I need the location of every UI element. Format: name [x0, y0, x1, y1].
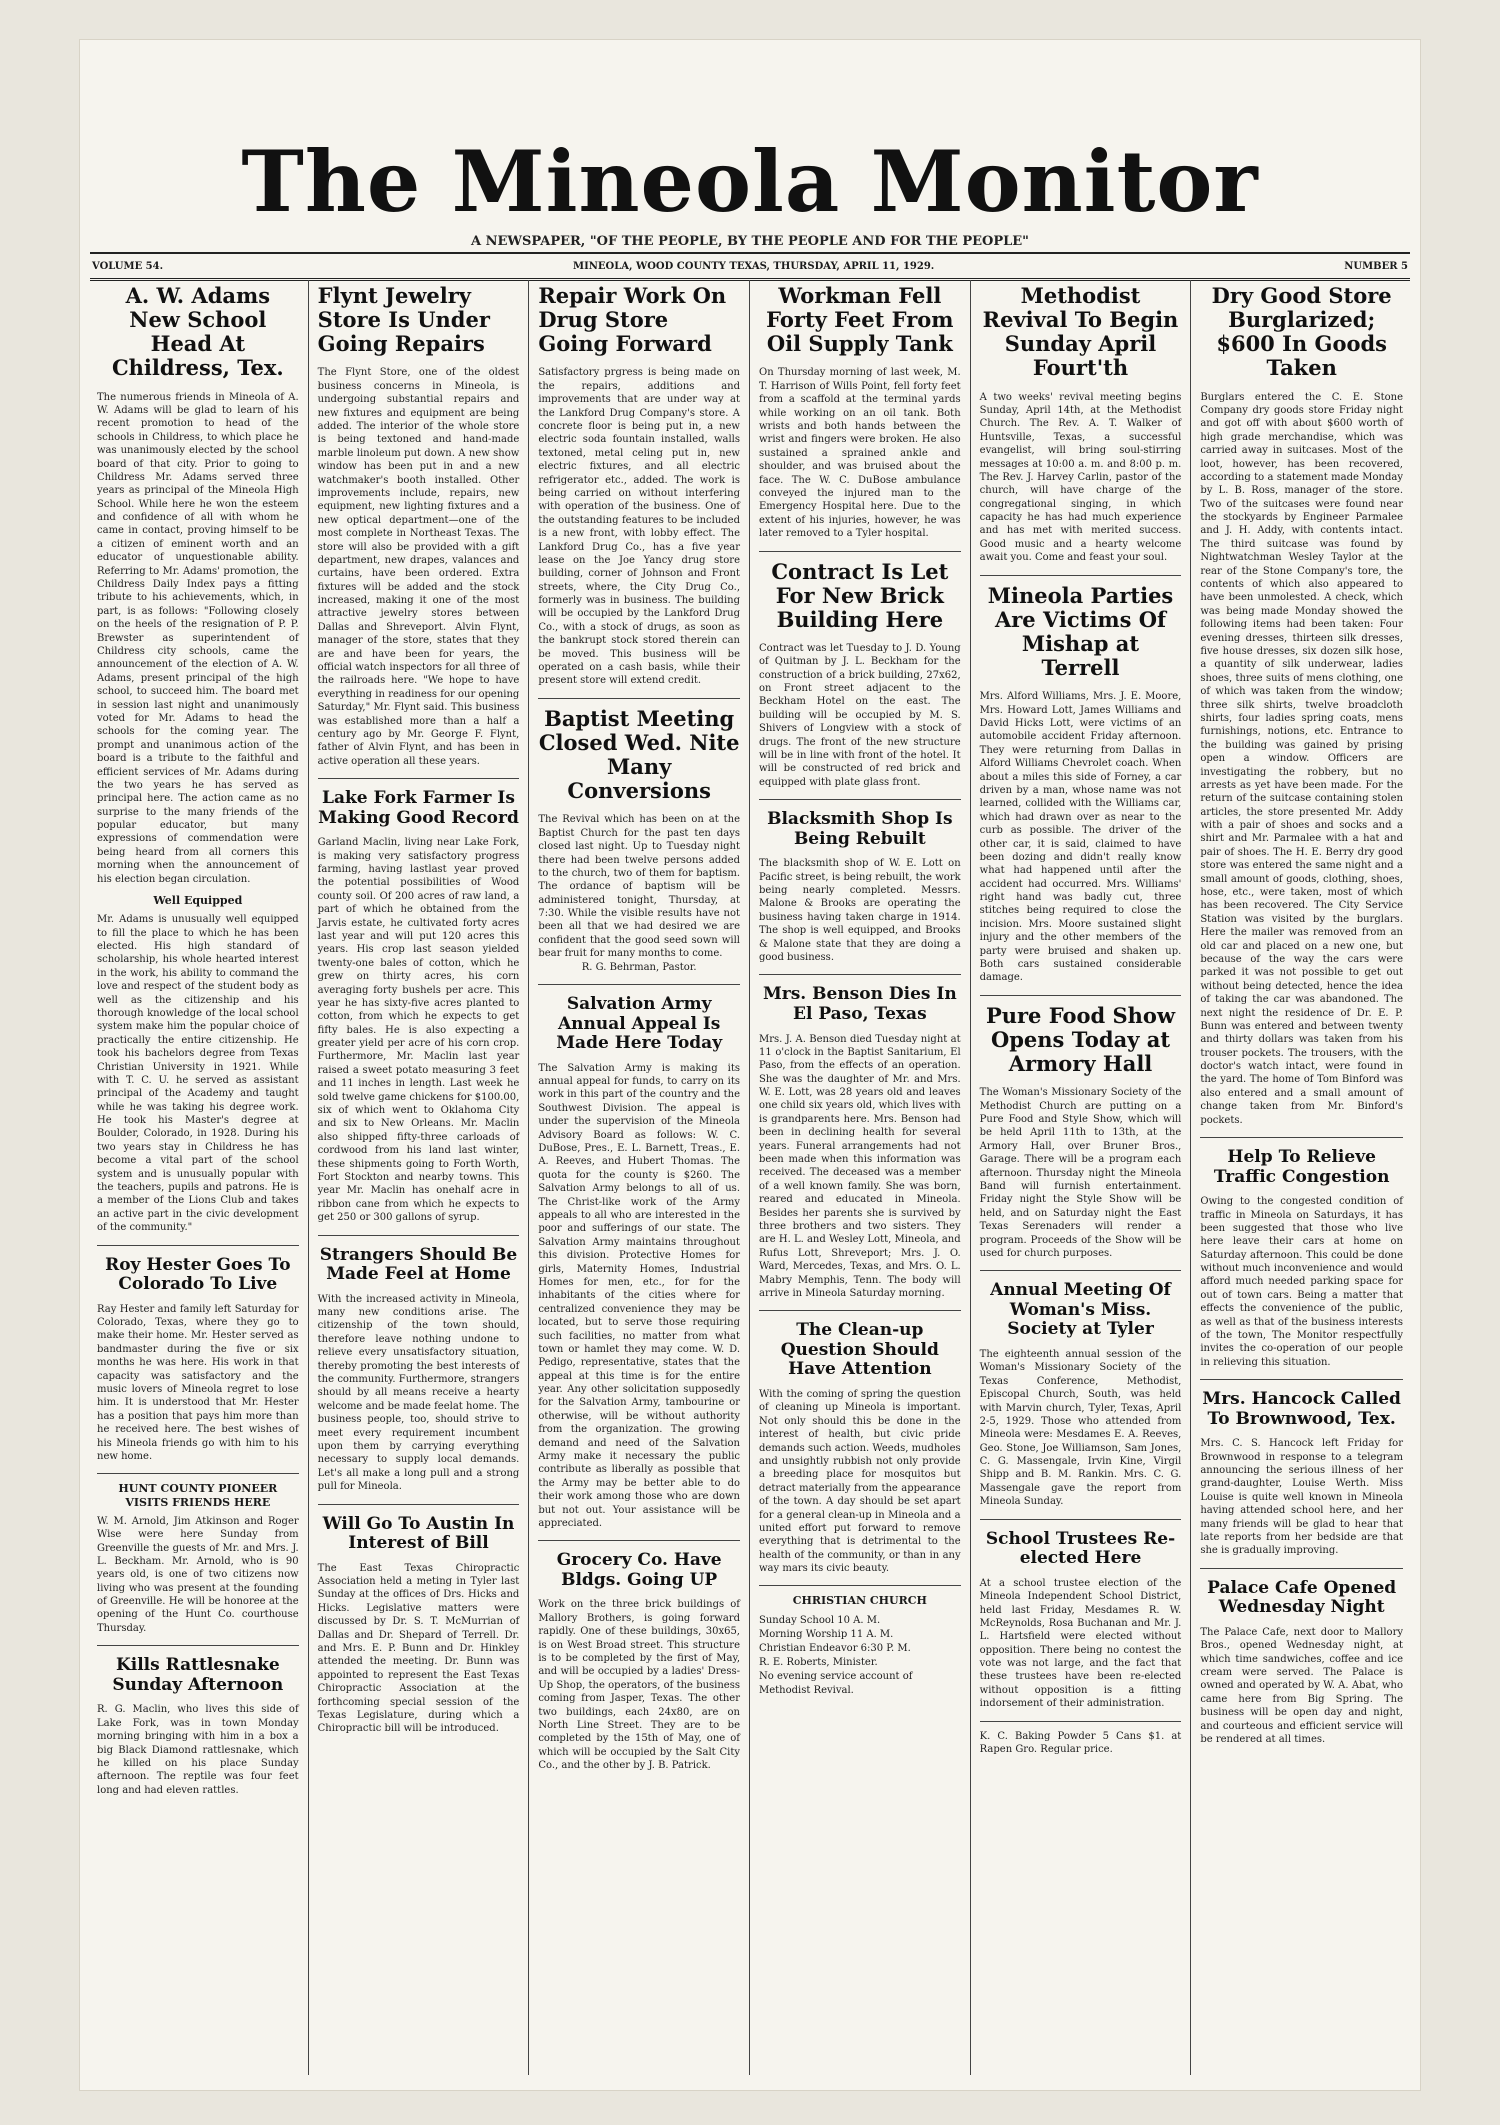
article-body: The East Texas Chiropractic Association held a meting in Tyler last Sunday at the offices of Drs. Hicks and Hicks. Legislative matters were discussed by Dr. S. T. McMurrian of Dallas and Dr. Shepard of Terrell. Dr. and Mrs. E. P. Bunn and Dr. Hinkley attended the meeting. Dr. Bunn was appointed to represent the East Texas Chiropractic Association at the forthcoming special session of the Texas Legislature, during which a Chiropractic bill will be introduced. — [317, 1562, 520, 1735]
column-rule — [318, 1235, 520, 1236]
article-baptist — [538, 707, 740, 974]
issue-number-label: NUMBER 5 — [1344, 260, 1408, 272]
article-pure-food — [980, 1004, 1182, 1261]
column-1 — [88, 280, 309, 2075]
headline: Blacksmith Shop Is Being Rebuilt — [767, 809, 953, 849]
headline: Contract Is Let For New Brick Building Here — [771, 558, 949, 632]
article-body: Owing to the congested condition of traffic in Mineola on Saturdays, it has been suggested that those who live here leave their cars at home on Saturday afternoon. This could be done without much inconvenience and would afford much needed parking space for out of town cars. Being a matter that effects the convenience of the public, as well as that of the business interests of the town, The Monitor respectfully invites the co-operation of our people in relieving this situation. — [1200, 1196, 1403, 1368]
headline: Methodist Revival To Begin Sunday April Fourt'th — [982, 283, 1179, 381]
article-contract — [759, 560, 961, 790]
article-trustees — [980, 1530, 1182, 1711]
article-body: The Palace Cafe, next door to Mallory Bros., opened Wednesday night, at which time sandwiches, coffee and ice cream were served. The Palace is owned and operated by W. A. Abat, who came here from Big Spring. The business will be open day and night, and courteous and efficient service will be rendered at all times. — [1200, 1626, 1403, 1746]
article-lake-fork — [318, 789, 520, 1224]
newspaper-page — [80, 40, 1420, 2090]
schedule-line: R. E. Roberts, Minister. — [759, 1656, 878, 1668]
headline: Strangers Should Be Made Feel at Home — [319, 1244, 518, 1285]
headline: Salvation Army Annual Appeal Is Made Here Today — [556, 994, 723, 1054]
article-body: The Revival which has been on at the Baptist Church for the past ten days closed last night. Up to Tuesday night there had been twelve persons added to the church, two of them for baptism. The ordance of baptism will be administered tonight, Thursday, at 7:30. While the visible results have not been all that we had desired we are confident that the good seed sown will bear fruit for many months to come. — [538, 814, 740, 960]
schedule-line: Christian Endeavor 6:30 P. M. — [759, 1642, 911, 1654]
headline: Palace Cafe Opened Wednesday Night — [1207, 1577, 1397, 1618]
article-salvation-army — [538, 995, 740, 1530]
article-grocery — [538, 1551, 740, 1772]
dateline — [90, 252, 1410, 281]
place-date-label: MINEOLA, WOOD COUNTY TEXAS, THURSDAY, APRIL 11, 1929. — [573, 260, 935, 272]
column-rule — [759, 974, 961, 975]
column-rule — [980, 1270, 1182, 1271]
article-signature: R. G. Behrman, Pastor. — [581, 961, 697, 973]
headline: Dry Good Store Burglarized; $600 In Goods Taken — [1211, 283, 1392, 381]
article-body: The Flynt Store, one of the oldest business concerns in Mineola, is undergoing substantial repairs and new fixtures and equipment are being added. The interior of the whole store is being textoned and hand-made marble linoleum put down. A new show window has been put in and a new watchmaker's booth installed. Other improvements include, repairs, new equipment, new lighting fixtures and a new optical department—one of the most complete in Northeast Texas. The store will also be provided with a gift department, new drapes, valances and curtains, have been ordered. Extra fixtures will be added and the stock increased, making it one of the most attractive jewelry stores between Dallas and Shreveport. Alvin Flynt, manager of the store, states that they are and have been for years, the official watch inspectors for all three of the railroads here. "We hope to have everything in readiness for our opening Saturday," Mr. Flynt said. This business was established more than a half a century ago by Mr. George F. Flynt, father of Alvin Flynt, and has been in active operation all these years. — [317, 367, 520, 767]
article-body: Mrs. C. S. Hancock left Friday for Brownwood in response to a telegram announcing the serious illness of her grand-daughter, Louise Werth. Miss Louise is quite well known in Mineola having attended school here, and her many friends will be glad to hear that late reports from her bedside are that she is gradually improving. — [1200, 1438, 1403, 1557]
headline: Lake Fork Farmer Is Making Good Record — [318, 788, 519, 828]
schedule-line: Sunday School 10 A. M. — [759, 1614, 881, 1626]
schedule-line: Morning Worship 11 A. M. — [759, 1628, 894, 1640]
column-rule — [97, 1245, 299, 1246]
headline: Mrs. Hancock Called To Brownwood, Tex. — [1202, 1389, 1401, 1429]
article-body: With the coming of spring the question of cleaning up Mineola is important. Not only should this be done in the interest of health, but civic pride demands such action. Weeds, mudholes and unsightly rubbish not only provide a breeding place for mosquitos but detract materially from the appearance of the town. A day should be set apart for a general clean-up in Mineola and a united effort put forward to remove everything that is detrimental to the health of the community, or than in any way mars its civic beauty. — [759, 1388, 961, 1575]
church-schedule — [759, 1614, 961, 1698]
column-rule — [97, 1473, 299, 1474]
column-3 — [529, 280, 750, 2075]
article-body: The Woman's Missionary Society of the Methodist Church are putting on a Pure Food and Style Show, which will be held April 11th to 13th, at the Armory Hall, over Bruner Bros., Garage. There will be a program each afternoon. Thursday night the Mineola Band will furnish entertainment. Friday night the Style Show will be held, and on Saturday night the East Texas Serenaders will render a program. Proceeds of the Show will be used for church purposes. — [979, 1087, 1182, 1259]
article-clean-up — [759, 1321, 961, 1575]
volume-label: VOLUME 54. — [92, 260, 164, 272]
column-rule — [538, 698, 740, 699]
article-missionary-society — [980, 1281, 1182, 1508]
article-palace-cafe — [1200, 1579, 1403, 1747]
article-strangers — [318, 1246, 520, 1494]
article-body: A two weeks' revival meeting begins Sunday, April 14th, at the Methodist Church. The Rev. A. T. Walker of Huntsville, Texas, a successful evangelist, will bring soul-stirring messages at 10:00 a. m. and 8:00 p. m. The Rev. J. Harvey Carlin, pastor of the church, will have charge of the congregational singing, in which capacity he has had much experience and has met with merited success. Good music and a hearty welcome await you. Come and feast your soul. — [979, 391, 1182, 564]
article-terrell-mishap — [980, 584, 1182, 985]
column-rule — [759, 799, 961, 800]
column-4 — [750, 280, 971, 2075]
newspaper-title: The Mineola Monitor — [241, 132, 1259, 231]
article-methodist — [980, 284, 1182, 565]
headline: Mrs. Benson Dies In El Paso, Texas — [762, 984, 957, 1024]
schedule-line: No evening service account of Methodist Revival. — [759, 1670, 913, 1696]
headline: A. W. Adams New School Head At Childress, Tex. — [111, 283, 284, 381]
article-body: Satisfactory prgress is being made on the repairs, additions and improvements that are under way at the Lankford Drug Company's store. A concrete floor is being put in, a new electric soda fountain installed, walls textoned, metal celing put in, new electric fixtures, and all electric refrigerator etc., added. The work is being carried on without interfering with operation of the business. One of the outstanding features to be included is a new front, with lobby effect. The Lankford Drug Co., has a five year lease on the Joe Yancy drug store building, corner of Johnson and Front streets, where, the City Drug Co., formerly was in business. The building will be occupied by the Lankford Drug Co., with a stock of drugs, as soon as the bankrupt stock stored therein can be moved. This business will be operated on a cash basis, while their present store will extend credit. — [538, 367, 740, 687]
article-body: Mrs. J. A. Benson died Tuesday night at 11 o'clock in the Baptist Sanitarium, El Paso, from the effects of an operation. She was the daughter of Mr. and Mrs. W. E. Lott, was 28 years old and leaves one child six years old, which lives with is grandparents here. Mrs. Benson had been in declining health for several years. Funeral arrangements had not been made when this information was received. The deceased was a member of a well known family. She was born, reared and educated in Mineola. Besides her parents she is survived by three brothers and two sisters. They are H. L. and Wesley Lott, Mineola, and Rufus Lott, Shreveport; Mrs. J. O. Ward, Mercedes, Texas, and Mrs. O. L. Mabry Memphis, Tenn. The body will arrive in Mineola Saturday morning. — [759, 1033, 961, 1299]
article-rattlesnake — [97, 1656, 299, 1797]
article-body: R. G. Maclin, who lives this side of Lake Fork, was in town Monday morning bringing with him in a box a big Black Diamond rattlesnake, which he killed on his place Sunday afternoon. The reptile was four feet long and had eleven rattles. — [97, 1704, 299, 1796]
headline: HUNT COUNTY PIONEER VISITS FRIENDS HERE — [118, 1482, 278, 1509]
article-hester — [97, 1256, 299, 1464]
column-rule — [759, 1310, 961, 1311]
article-pioneer — [97, 1482, 299, 1635]
column-rule — [1200, 1379, 1403, 1380]
headline: Baptist Meeting Closed Wed. Nite Many Conversions — [538, 705, 740, 804]
article-body: The numerous friends in Mineola of A. W. Adams will be glad to learn of his recent promotion to head of the schools in Childress, to which place he was unanimously elected by the school board of that city. Prior to going to Childress Mr. Adams served three years as principal of the Mineola High School. While here he won the esteem and confidence of all with whom he came in contact, proving himself to be a citizen of eminent worth and an educator of unquestionable ability. Referring to Mr. Adams' promotion, the Childress Daily Index pays a fitting tribute to his achievements, which, in part, is as follows: "Following closely on the heels of the resignation of P. P. Brewster as superintendent of Childress city schools, came the announcement of the election of A. W. Adams, present principal of the high school, to succeed him. The board met in session last night and unanimously voted for Mr. Adams to head the schools for the coming year. The prompt and unanimous action of the board is a tribute to the faithful and efficient services of Mr. Adams during the two years he has served as principal here. The action came as no surprise to the many friends of the popular educator, but many expressions of commendation were being heard from all corners this morning when the announcement of his election began circulation. — [97, 391, 299, 885]
column-rule — [980, 575, 1182, 576]
article-body: The blacksmith shop of W. E. Lott on Pacific street, is being rebuilt, the work being nearly completed. Messrs. Malone & Brooks are operating the business having taken charge in 1914. The shop is well equipped, and Brooks & Malone state that they are doing a good business. — [759, 858, 961, 964]
headline: School Trustees Re-elected Here — [985, 1528, 1176, 1569]
article-body: Mrs. Alford Williams, Mrs. J. E. Moore, Mrs. Howard Lott, James Williams and David Hicks Lott, were victims of an automobile accident Friday afternoon. They were returning from Dallas in Alford Williams Chevrolet coach. When about a miles this side of Forney, a car driven by a man, whose name was not learned, collided with the Williams car, which had drawn over as near to the curb as possible. The driver of the other car, it is said, claimed to have been dozing and didn't really know what had happened until after the accident had occurred. Mrs. Williams' right hand was badly cut, three stitches being required to close the incision. Mrs. Moore sustained slight injury and the other members of the party were bruised and shaken up. Both cars sustained considerable damage. — [979, 691, 1182, 984]
masthead — [80, 132, 1420, 249]
column-rule — [1200, 1137, 1403, 1138]
column-rule — [759, 551, 961, 552]
headline: CHRISTIAN CHURCH — [792, 1594, 927, 1608]
headline: Workman Fell Forty Feet From Oil Supply Tank — [766, 283, 954, 357]
column-rule — [759, 1585, 961, 1586]
article-flynt — [318, 284, 520, 768]
article-columns — [88, 280, 1412, 2075]
article-body: Garland Maclin, living near Lake Fork, is making very satisfactory progress farming, having lastlast year proved the potential possibilities of Wood county soil. Of 200 acres of raw land, a part of which he obtained from the Jarvis estate, he cultivated forty acres last year and will put 120 acres this years. His crop last season yielded twenty-one bales of cotton, which he grew on thirty acres, his corn averaging forty bushels per acre. This year he has sixty-five acres planted to cotton, from which he expects to get fifty bales. He is also expecting a greater yield per acre of his corn crop. Furthermore, Mr. Maclin last year raised a sweet potato measuring 3 feet and 11 inches in length. Last week he sold twelve game chickens for $100.00, six of which went to Oklahoma City and six to New Orleans. Mr. Maclin also shipped fifty-three carloads of cordwood from his land last winter, these shipments going to Forth Worth, Fort Stockton and nearby towns. This year Mr. Maclin has onehalf acre in ribbon cane from which he expects to get 250 or 300 gallons of syrup. — [317, 837, 520, 1224]
subhead: Well Equipped — [153, 894, 243, 908]
column-rule — [538, 984, 740, 985]
headline: Mineola Parties Are Victims Of Mishap at Terrell — [987, 582, 1174, 681]
headline: Repair Work On Drug Store Going Forward — [538, 283, 727, 357]
column-rule — [1200, 1568, 1403, 1569]
article-hancock — [1200, 1390, 1403, 1558]
column-2 — [309, 280, 530, 2075]
column-rule — [318, 778, 520, 779]
article-body: At a school trustee election of the Mineola Independent School District, held last Friday, Mesdames R. W. McReynolds, Rosa Buchanan and Mr. J. L. Hartsfield were elected without opposition. There being no contest the vote was not large, and the fact that these trustees have been re-elected without opposition is a fitting indorsement of their administration. — [979, 1577, 1182, 1710]
column-rule — [538, 1540, 740, 1541]
column-rule — [318, 1504, 520, 1505]
article-body: The eighteenth annual session of the Woman's Missionary Society of the Texas Conference, Methodist, Episcopal Church, South, was held with Marvin church, Tyler, Texas, April 2-5, 1929. Those who attended from Mineola were: Mesdames E. A. Reeves, Geo. Stone, Joe Williamson, Sam Jones, C. G. Massengale, Irvin Kine, Virgil Shipp and B. M. Rankin. Mrs. C. G. Massengale gave the report from Mineola Sunday. — [979, 1348, 1182, 1508]
column-rule — [980, 995, 1182, 996]
column-rule — [980, 1519, 1182, 1520]
article-workman — [759, 284, 961, 541]
article-austin — [318, 1515, 520, 1736]
article-drug-store — [538, 284, 740, 688]
article-body: With the increased activity in Mineola, many new conditions arise. The citizenship of the town should, therefore leave nothing undone to relieve every unsatisfactory situation, thereby promoting the best interests of the community. Furthermore, strangers should by all means receive a hearty welcome and be made feelat home. The business people, too, should strive to meet every requirement incumbent upon them by carrying everything necessary to supply local demands. Let's all make a long pull and a strong pull for Mineola. — [317, 1293, 520, 1493]
headline: Annual Meeting Of Woman's Miss. Society at Tyler — [990, 1280, 1171, 1340]
article-benson — [759, 985, 961, 1300]
column-6 — [1191, 280, 1412, 2075]
article-christian-church — [759, 1594, 961, 1697]
column-rule — [980, 1721, 1182, 1722]
headline: The Clean-up Question Should Have Attention — [780, 1320, 939, 1380]
headline: Flynt Jewelry Store Is Under Going Repairs — [317, 283, 490, 357]
headline: Grocery Co. Have Bldgs. Going UP — [556, 1550, 722, 1590]
article-body: Work on the three brick buildings of Mallory Brothers, is going forward rapidly. One of these buildings, 30x65, is on West Broad street. This structure is to be completed by the first of May, and will be occupied by a ladies' Dress-Up Shop, the operators, of the business coming from Jasper, Texas. The other two buildings, each 24x80, are on North Line Street. They are to be completed by the 15th of May, one of which will be occupied by the Salt City Co., and the other by J. B. Patrick. — [538, 1599, 740, 1772]
article-traffic — [1200, 1148, 1403, 1369]
headline: Will Go To Austin In Interest of Bill — [322, 1513, 515, 1554]
headline: Pure Food Show Opens Today at Armory Hall — [985, 1002, 1176, 1077]
newspaper-motto: A NEWSPAPER, "OF THE PEOPLE, BY THE PEOPLE AND FOR THE PEOPLE" — [471, 234, 1029, 249]
article-adams — [97, 284, 299, 1235]
column-rule — [97, 1645, 299, 1646]
classified-ad: K. C. Baking Powder 5 Cans $1. at Rapen Gro. Regular price. — [979, 1730, 1182, 1756]
article-blacksmith — [759, 810, 961, 964]
article-body: Mr. Adams is unusually well equipped to fill the place to which he has been elected. His high standard of scholarship, his whole hearted interest in the work, his ability to command the love and respect of the student body as well as the citizenship and his thorough knowledge of the local school system make him the popular choice of practically the entire citizenship. He took his bachelors degree from Texas Christian University in 1921. While with T. C. U. he served as assistant principal of the Academy and taught while he was taking his degree work. He took his Master's degree at Boulder, Colorado, in 1928. During his two years stay in Childress he has become a vital part of the school system and is unusually popular with the teachers, pupils and patrons. He is a member of the Lions Club and takes an active part in the civic development of the community." — [97, 914, 299, 1234]
headline: Help To Relieve Traffic Congestion — [1213, 1147, 1390, 1187]
article-body: Burglars entered the C. E. Stone Company dry goods store Friday night and got off with about $600 worth of high grade merchandise, which was carried away in suitcases. Most of the loot, however, has been recovered, according to a statement made Monday by L. B. Ross, manager of the store. Two of the suitcases were found near the stockyards by Engineer Parmalee and J. H. Addy, with contents intact. The third suitcase was found by Nightwatchman Wesley Taylor at the rear of the Stone Company's tore, the contents of which also appeared to have been unmolested. A check, which was being made Monday showed the following items had been taken: Four evening dresses, thirteen silk dresses, five house dresses, six dozen silk hose, a quantity of silk underwear, ladies shoes, three suits of mens clothing, one of which was taken from the window; three silk shirts, twelve broadcloth shirts, four ladies spring coats, mens furnishings, notions, etc. Entrance to the building was gained by prising open a window. Officers are investigating the robbery, but no arrests as yet have been made. For the return of the suitcase containing stolen articles, the store presented Mr. Addy with a pair of shoes and socks and a shirt and Mr. Parmalee with a hat and pair of shoes. The H. E. Berry dry good store was entered the same night and a small amount of goods, clothing, shoes, hose, etc., were taken, most of which has been recovered. The City Service Station was visited by the burglars. Here the mailer was removed from an old car and placed on a new one, but because of the way the cars were parked it was not possible to get out without being detected, hence the idea of taking the car was abandoned. The next night the residence of Dr. E. P. Bunn was entered and between twenty and thirty dollars was taken from his trouser pockets. The trousers, with the doctor's watch intact, were found in the yard. The home of Tom Binford was also entered and a small amount of change taken from Mr. Binford's pockets. — [1200, 391, 1403, 1126]
article-body: Contract was let Tuesday to J. D. Young of Quitman by J. L. Beckham for the construction of a brick building, 27x62, on Front street adjacent to the Beckham Hotel on the east. The building will be occupied by M. S. Shivers of Longview with a stock of drugs. The front of the new structure will be in line with front of the hotel. It will be constructed of red brick and equipped with plate glass front. — [759, 642, 961, 788]
article-body: The Salvation Army is making its annual appeal for funds, to carry on its work in this part of the country and the Southwest Division. The appeal is under the supervision of the Mineola Advisory Board as follows: W. C. DuBose, Pres., E. L. Barnett, Treas., E. A. Reeves, and Hubert Thomas. The quota for the county is $260. The Salvation Army belongs to all of us. The Christ-like work of the Army appeals to all who are interested in the poor and sufferings of our state. The Salvation Army maintains throughout this division. Protective Homes for girls, Maternity Homes, Industrial Homes for men, etc., for for the inhabitants of the cities where for centralized convenience they may be located, but to serve those requiring such facilities, no matter from what town or hamlet they may come. W. D. Pedigo, representative, states that the appeal at this time is for the entire year. Any other solicitation supposedly for the Salvation Army, tambourine or otherwise, will be without authority from the organization. The growing demand and need of the Salvation Army make it necessary the public contribute as liberally as possible that the Army may be better able to do their work among those who are down but not out. Your assistance will be appreciated. — [538, 1062, 740, 1529]
headline: Roy Hester Goes To Colorado To Live — [105, 1254, 291, 1295]
article-body: Ray Hester and family left Saturday for Colorado, Texas, where they go to make their home. Mr. Hester served as bandmaster during the five or six months he was here. His work in that capacity was satisfactory and the music lovers of Mineola regret to lose him. It is understood that Mr. Hester has a position that pays him more than he received here. The best wishes of his Mineola friends go with him to his new home. — [97, 1303, 299, 1462]
headline: Kills Rattlesnake Sunday Afternoon — [112, 1655, 284, 1695]
article-body: W. M. Arnold, Jim Atkinson and Roger Wise were here Sunday from Greenville the guests of Mr. and Mrs. J. L. Beckham. Mr. Arnold, who is 90 years old, is one of two citizens now living who was present at the founding of Greenville. He will be honoree at the opening of the Hunt Co. courthouse Thursday. — [97, 1515, 299, 1634]
article-body: On Thursday morning of last week, M. T. Harrison of Wills Point, fell forty feet from a scaffold at the terminal yards while working on an oil tank. Both wrists and both hands between the wrist and fingers were broken. He also sustained a sprained ankle and shoulder, and was bruised about the face. The W. C. DuBose ambulance conveyed the injured man to the Emergency Hospital here. Due to the extent of his injuries, however, he was later removed to a Tyler hospital. — [759, 367, 961, 540]
article-burglary — [1200, 284, 1403, 1127]
column-5 — [971, 280, 1192, 2075]
